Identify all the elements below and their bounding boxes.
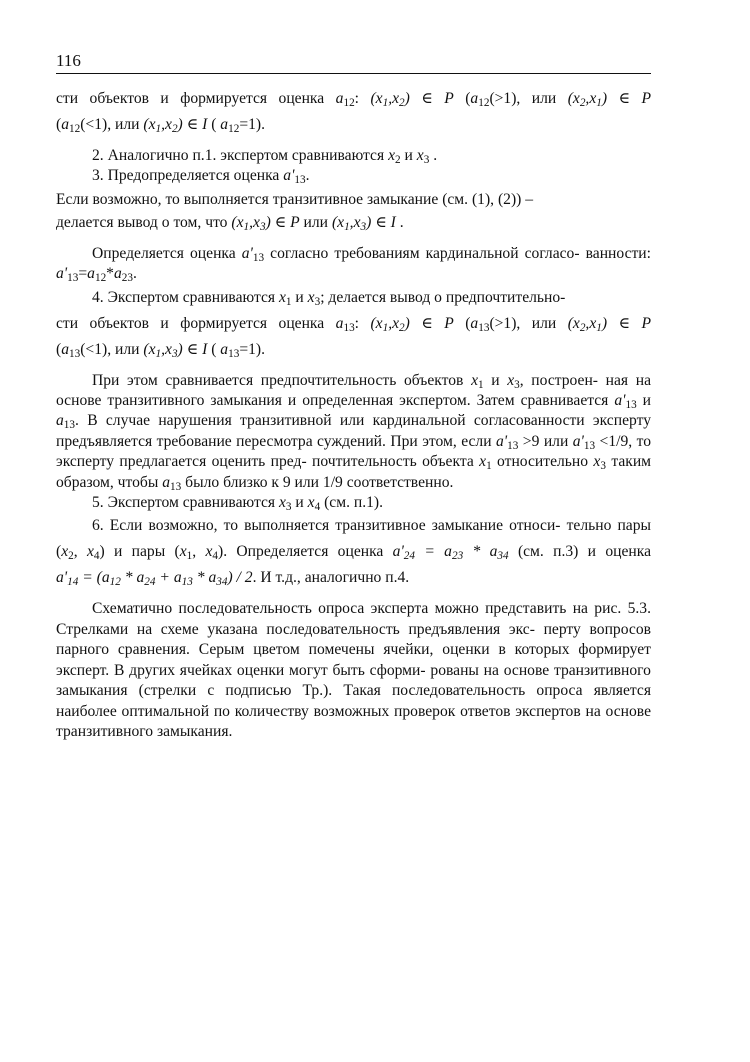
paragraph-step-6: 6. Если возможно, то выполняется транзитивное замыкание относи- тельно пары ($x_2$, $x_4$) и пары ($x_1$, $x_4$). Определяется оценка $a'_{24} = a_{23} * a_{34}$ (см. п.3) и оценка $a'_{14} = (a_{12} * a_{24} + a_{13} * a_{34}) / 2$. И т.д., аналогично п.4.	[56, 517, 652, 589]
paragraph-comparison: При этом сравнивается предпочтительность объектов $x_1$ и $x_3$, построен- ная на основе транзитивного замыкания и определенная экспертом. Затем сравнивается $a'_{13}$ и $a_{13}$. В случае нарушения транзитивной или кардинальной согласованности эксперту предъявляется требование пересмотра суждений. При этом, если $a'_{13} >9$ или $a'_{13} <1/9$, то эксперту предлагается оценить пред- почтительность объекта $x_1$ относительно $x_3$ таким образом, чтобы $a_{13}$ было близко к 9 или 1/9 соответственно.	[56, 371, 652, 493]
paragraph-step-3: 3. Предопределяется оценка $a'_{13}$.	[92, 167, 310, 187]
paragraph-cardinal-consistency: Определяется оценка $a'_{13}$ согласно требованиям кардинальной согласо- ванности: $a'_{13}=a_{12}*a_{23}$.	[56, 244, 651, 285]
paragraph-step-4-cont: сти объектов и формируется оценка $a_{13}$: $(x_1,x_2)$ ∈ P ($a_{13}(>1)$, или $(x_2,x_1)$ ∈ P ($a_{13}(<1)$, или $(x_1,x_3)$ ∈ I ( $a_{13}=1$).	[56, 314, 652, 360]
paragraph-objects-preference: сти объектов и формируется оценка $a_{12}$: $(x_1,x_2)$ ∈ P ($a_{12}(>1)$, или $(x_2,x_1)$ ∈ P ($a_{12}(<1)$, или $(x_1,x_2)$ ∈ I ( $a_{12}=1$).	[56, 90, 652, 136]
paragraph-scheme-description: Схематично последовательность опроса эксперта можно представить на рис. 5.3. Стрелками на схеме указана последовательность предъявления экс- перту вопросов парного сравнения. Серым цветом помечены ячейки, оценки в которых формирует эксперт. В других ячейках оценки могут быть сформи- рованы на основе транзитивного замыкания (стрелки с подписью Тр.). Такая последовательность опроса является наиболее оптимальной по количеству возможных проверок ответов экспертов на основе транзитивного замыкания.	[56, 600, 651, 740]
paragraph-step-5: 5. Экспертом сравниваются $x_3$ и $x_4$ (см. п.1).	[92, 494, 384, 514]
page-body	[56, 86, 651, 742]
paragraph-step-2: 2. Аналогично п.1. экспертом сравниваются $x_2$ и $x_3$ .	[92, 147, 438, 167]
header-rule	[56, 73, 651, 74]
page-number: 116	[56, 51, 81, 70]
paragraph-step-4: 4. Экспертом сравниваются $x_1$ и $x_3$; делается вывод о предпочтительно-	[92, 288, 566, 308]
paragraph-transitive-closure: Если возможно, то выполняется транзитивное замыкание (см. (1), (2)) –	[56, 190, 534, 208]
paragraph-transitive-closure-cont: делается вывод о том, что $(x_1,x_3)$ ∈ P или $(x_1,x_3)$ ∈ I .	[56, 213, 404, 233]
